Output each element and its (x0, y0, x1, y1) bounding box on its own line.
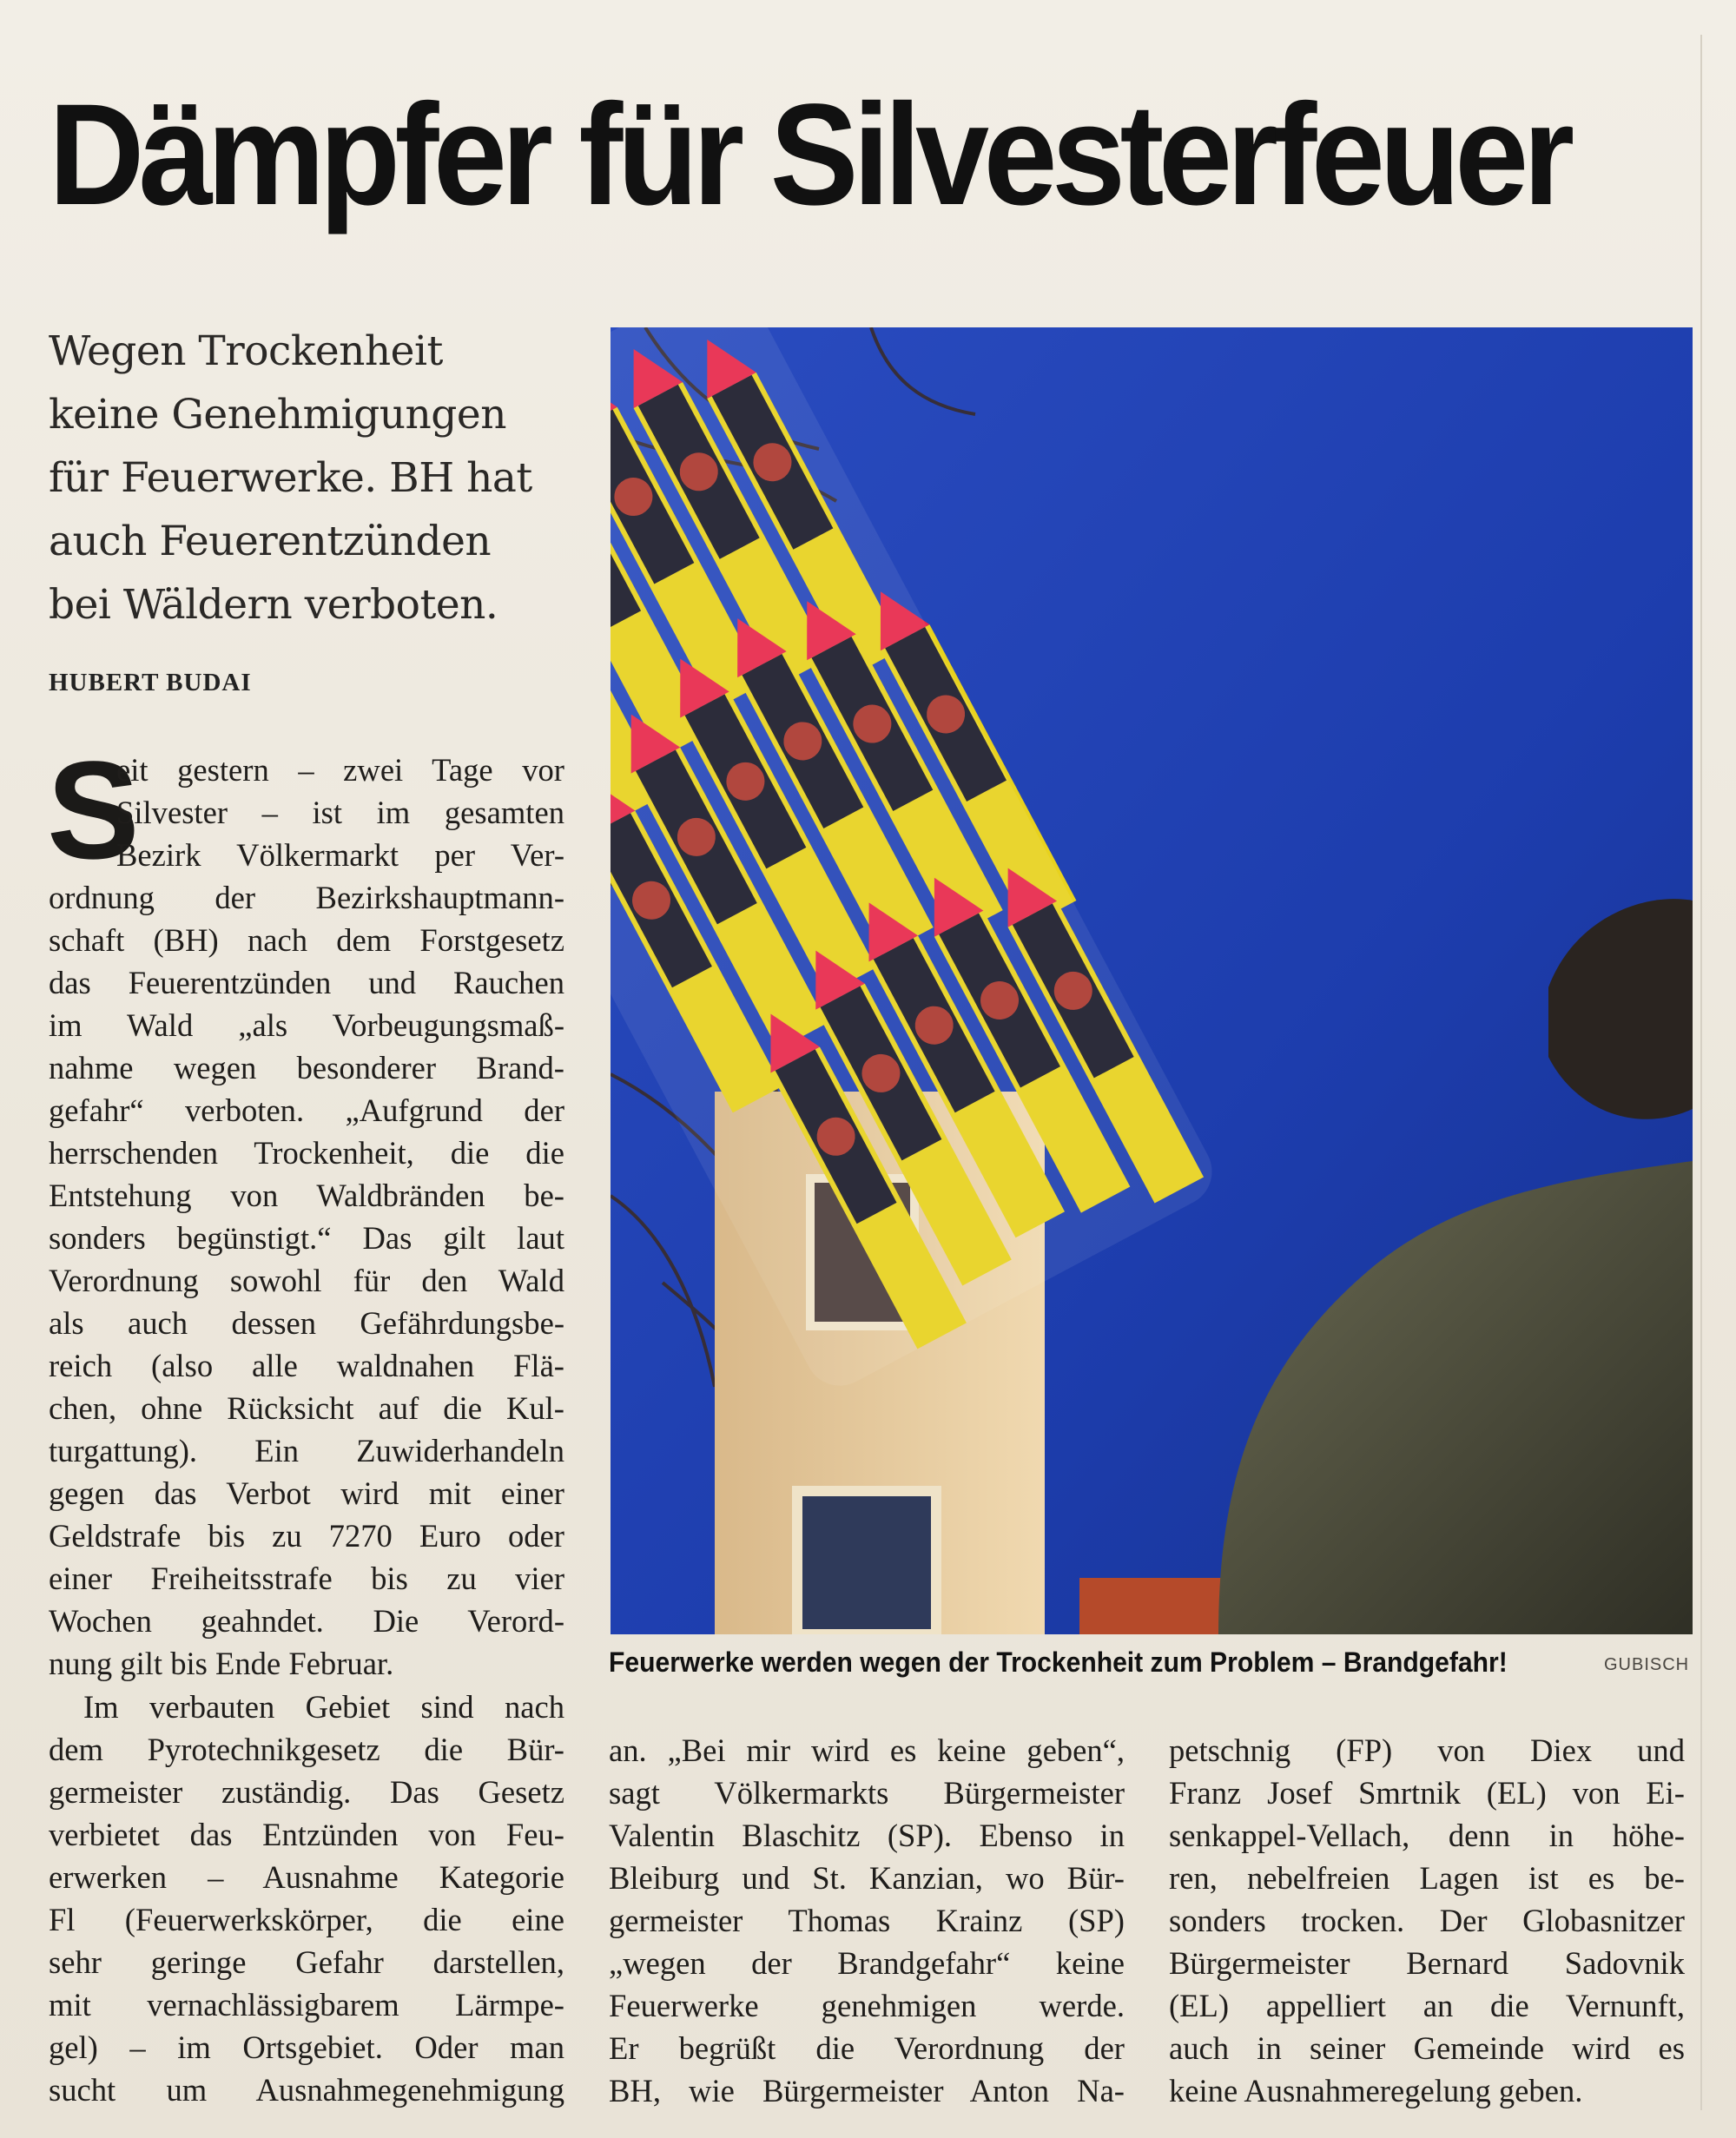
photo-credit: GUBISCH (1604, 1655, 1690, 1674)
body-line: Bürgermeister Bernard Sadovnik (1169, 1945, 1685, 1981)
body-line: eit gestern – zwei Tage vor (116, 752, 564, 788)
body-line: Verordnung sowohl für den Wald (49, 1263, 564, 1298)
lead-line: bei Wäldern verboten. (49, 581, 498, 629)
body-column-1-continued (49, 1686, 564, 2111)
body-line: Valentin Blaschitz (SP). Ebenso in (609, 1818, 1125, 1853)
body-column-2 (609, 1729, 1125, 2112)
body-line: Silvester – ist im gesamten (116, 795, 564, 830)
body-line: germeister zuständig. Das Gesetz (49, 1774, 564, 1810)
body-line: Feuerwerke genehmigen werde. (609, 1988, 1125, 2023)
body-line: einer Freiheitsstrafe bis zu vier (49, 1561, 564, 1596)
body-line: Fl (Feuerwerkskörper, die eine (49, 1902, 564, 1937)
body-line: erwerken – Ausnahme Kategorie (49, 1859, 564, 1895)
lead-paragraph (49, 320, 570, 637)
body-line: als auch dessen Gefährdungsbe- (49, 1305, 564, 1341)
body-line: BH, wie Bürgermeister Anton Na- (609, 2073, 1125, 2108)
body-line: sucht um Ausnahmegenehmigung (49, 2072, 564, 2108)
body-line: ordnung der Bezirkshauptmann- (49, 880, 564, 915)
body-line: Wochen geahndet. Die Verord- (49, 1603, 564, 1639)
body-line: „wegen der Brandgefahr“ keine (609, 1945, 1125, 1981)
body-line: gel) – im Ortsgebiet. Oder man (49, 2029, 564, 2065)
body-line: sagt Völkermarkts Bürgermeister (609, 1775, 1125, 1811)
body-line: sonders trocken. Der Globasnitzer (1169, 1903, 1685, 1938)
dropcap: S (47, 732, 140, 888)
body-line: Geldstrafe bis zu 7270 Euro oder (49, 1518, 564, 1554)
body-line: nung gilt bis Ende Februar. (49, 1646, 394, 1681)
body-line: herrschenden Trockenheit, die die (49, 1135, 564, 1171)
body-line: Bezirk Völkermarkt per Ver- (116, 837, 564, 873)
body-line: sonders begünstigt.“ Das gilt laut (49, 1220, 564, 1256)
body-line: schaft (BH) nach dem Forstgesetz (49, 922, 564, 958)
body-line: Franz Josef Smrtnik (EL) von Ei- (1169, 1775, 1685, 1811)
photo-caption: Feuerwerke werden wegen der Trockenheit zum Problem – Brandgefahr! (609, 1646, 1508, 1678)
article-photo-fireworks (611, 327, 1693, 1634)
body-line: petschnig (FP) von Diex und (1169, 1732, 1685, 1768)
body-line: (EL) appelliert an die Vernunft, (1169, 1988, 1685, 2023)
headline: Dämpfer für Silvesterfeuer (49, 75, 1569, 235)
fireworks-photo-illustration (611, 327, 1693, 1634)
body-line: chen, ohne Rücksicht auf die Kul- (49, 1390, 564, 1426)
body-line: sehr geringe Gefahr darstellen, (49, 1944, 564, 1980)
body-line: Im verbauten Gebiet sind nach (83, 1689, 564, 1725)
body-line: turgattung). Ein Zuwiderhandeln (49, 1433, 564, 1468)
body-line: verbietet das Entzünden von Feu- (49, 1817, 564, 1852)
lead-line: keine Genehmigungen (49, 391, 506, 439)
body-line: mit vernachlässigbarem Lärmpe- (49, 1987, 564, 2023)
body-line: an. „Bei mir wird es keine geben“, (609, 1732, 1125, 1768)
byline: HUBERT BUDAI (49, 669, 252, 696)
body-line: keine Ausnahmeregelung geben. (1169, 2073, 1583, 2108)
column-rule (1700, 35, 1702, 2110)
body-line: dem Pyrotechnikgesetz die Bür- (49, 1732, 564, 1767)
body-line: Bleiburg und St. Kanzian, wo Bür- (609, 1860, 1125, 1896)
body-line: das Feuerentzünden und Rauchen (49, 965, 564, 1000)
body-line: gegen das Verbot wird mit einer (49, 1475, 564, 1511)
body-line: germeister Thomas Krainz (SP) (609, 1903, 1125, 1938)
body-line: im Wald „als Vorbeugungsmaß- (49, 1007, 564, 1043)
body-line: ren, nebelfreien Lagen ist es be- (1169, 1860, 1685, 1896)
body-line: auch in seiner Gemeinde wird es (1169, 2030, 1685, 2066)
body-line: Er begrüßt die Verordnung der (609, 2030, 1125, 2066)
body-line: reich (also alle waldnahen Flä- (49, 1348, 564, 1383)
body-line: Entstehung von Waldbränden be- (49, 1178, 564, 1213)
body-column-3 (1169, 1729, 1685, 2112)
body-line: gefahr“ verboten. „Aufgrund der (49, 1092, 564, 1128)
body-line: senkappel-Vellach, denn in höhe- (1169, 1818, 1685, 1853)
lead-line: auch Feuerentzünden (49, 518, 492, 565)
body-line: nahme wegen besonderer Brand- (49, 1050, 564, 1085)
lead-line: für Feuerwerke. BH hat (49, 454, 532, 502)
roof (1079, 1578, 1236, 1634)
house-window (797, 1491, 936, 1634)
body-column-1 (49, 749, 564, 1685)
lead-line: Wegen Trockenheit (49, 327, 443, 375)
